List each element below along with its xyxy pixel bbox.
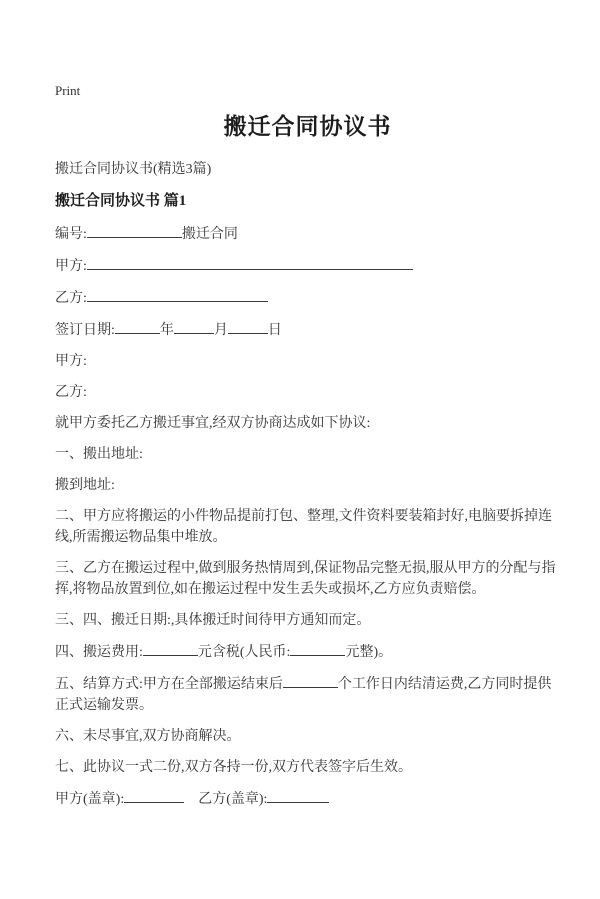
text-run: 乙方:: [55, 385, 87, 400]
text-run: 甲方(盖章):: [55, 792, 125, 807]
text-run: 乙方:: [55, 291, 87, 306]
text-run: 三、乙方在搬运过程中,做到服务热情周到,保证物品完整无损,服从甲方的分配与指挥,将物品放置到位,如在搬运过程中发生丢失或损坏,乙方应负责赔偿。: [55, 561, 556, 597]
blank-line: [228, 319, 268, 334]
text-run: 一、搬出地址:: [55, 447, 143, 462]
text-run: 甲方:: [55, 259, 87, 274]
blank-line: [87, 223, 182, 238]
paragraph: [55, 788, 560, 810]
text-run: 四、搬运费用:: [55, 645, 143, 660]
text-run: 六、未尽事宜,双方协商解决。: [55, 729, 241, 744]
text-run: 年: [159, 323, 174, 338]
text-run: 就甲方委托乙方搬迁事宜,经双方协商达成如下协议:: [55, 416, 371, 431]
text-run: 月: [213, 323, 228, 338]
paragraph: [55, 319, 560, 341]
text-run: 个工作日内结清运费,乙方同时提供正式运输发票。: [55, 677, 552, 713]
paragraph: [55, 641, 560, 663]
paragraph: [55, 413, 560, 434]
paragraph: [55, 351, 560, 372]
text-run: 甲方:: [55, 354, 87, 369]
document-subtitle: 搬迁合同协议书(精选3篇): [55, 162, 212, 177]
blank-line: [87, 287, 268, 302]
paragraph: [55, 673, 560, 716]
text-run: 搬迁合同: [181, 227, 238, 242]
paragraph: [55, 475, 560, 496]
paragraph: [55, 287, 560, 309]
paragraph: [55, 382, 560, 403]
blank-line: [124, 788, 184, 803]
text-run: 元整)。: [345, 645, 393, 660]
text-run: 乙方(盖章):: [184, 792, 268, 807]
section-heading: 搬迁合同协议书 篇1: [55, 193, 187, 209]
text-run: 五、结算方式:甲方在全部搬运结束后: [55, 677, 283, 692]
blank-line: [115, 319, 160, 334]
text-run: 签订日期:: [55, 323, 115, 338]
text-run: 元含税(人民币:: [197, 645, 291, 660]
paragraph: [55, 223, 560, 245]
document-title: 搬迁合同协议书: [223, 114, 392, 139]
text-run: 日: [267, 323, 282, 338]
print-link[interactable]: Print: [55, 83, 81, 98]
blank-line: [290, 641, 345, 656]
document-body: [55, 223, 560, 810]
text-run: 编号:: [55, 227, 87, 242]
blank-line: [267, 788, 329, 803]
paragraph: [55, 255, 560, 277]
blank-line: [143, 641, 198, 656]
text-run: 三、四、搬迁日期:,具体搬迁时间待甲方通知而定。: [55, 613, 371, 628]
paragraph: [55, 444, 560, 465]
paragraph: [55, 506, 560, 548]
paragraph: [55, 610, 560, 631]
blank-line: [283, 673, 338, 688]
blank-line: [87, 255, 413, 270]
text-run: 七、此协议一式二份,双方各持一份,双方代表签字后生效。: [55, 760, 412, 775]
text-run: 搬到地址:: [55, 478, 115, 493]
paragraph: [55, 558, 560, 600]
text-run: 二、甲方应将搬运的小件物品提前打包、整理,文件资料要装箱封好,电脑要拆掉连线,所需搬运物品集中堆放。: [55, 509, 552, 545]
blank-line: [174, 319, 214, 334]
paragraph: [55, 726, 560, 747]
paragraph: [55, 757, 560, 778]
